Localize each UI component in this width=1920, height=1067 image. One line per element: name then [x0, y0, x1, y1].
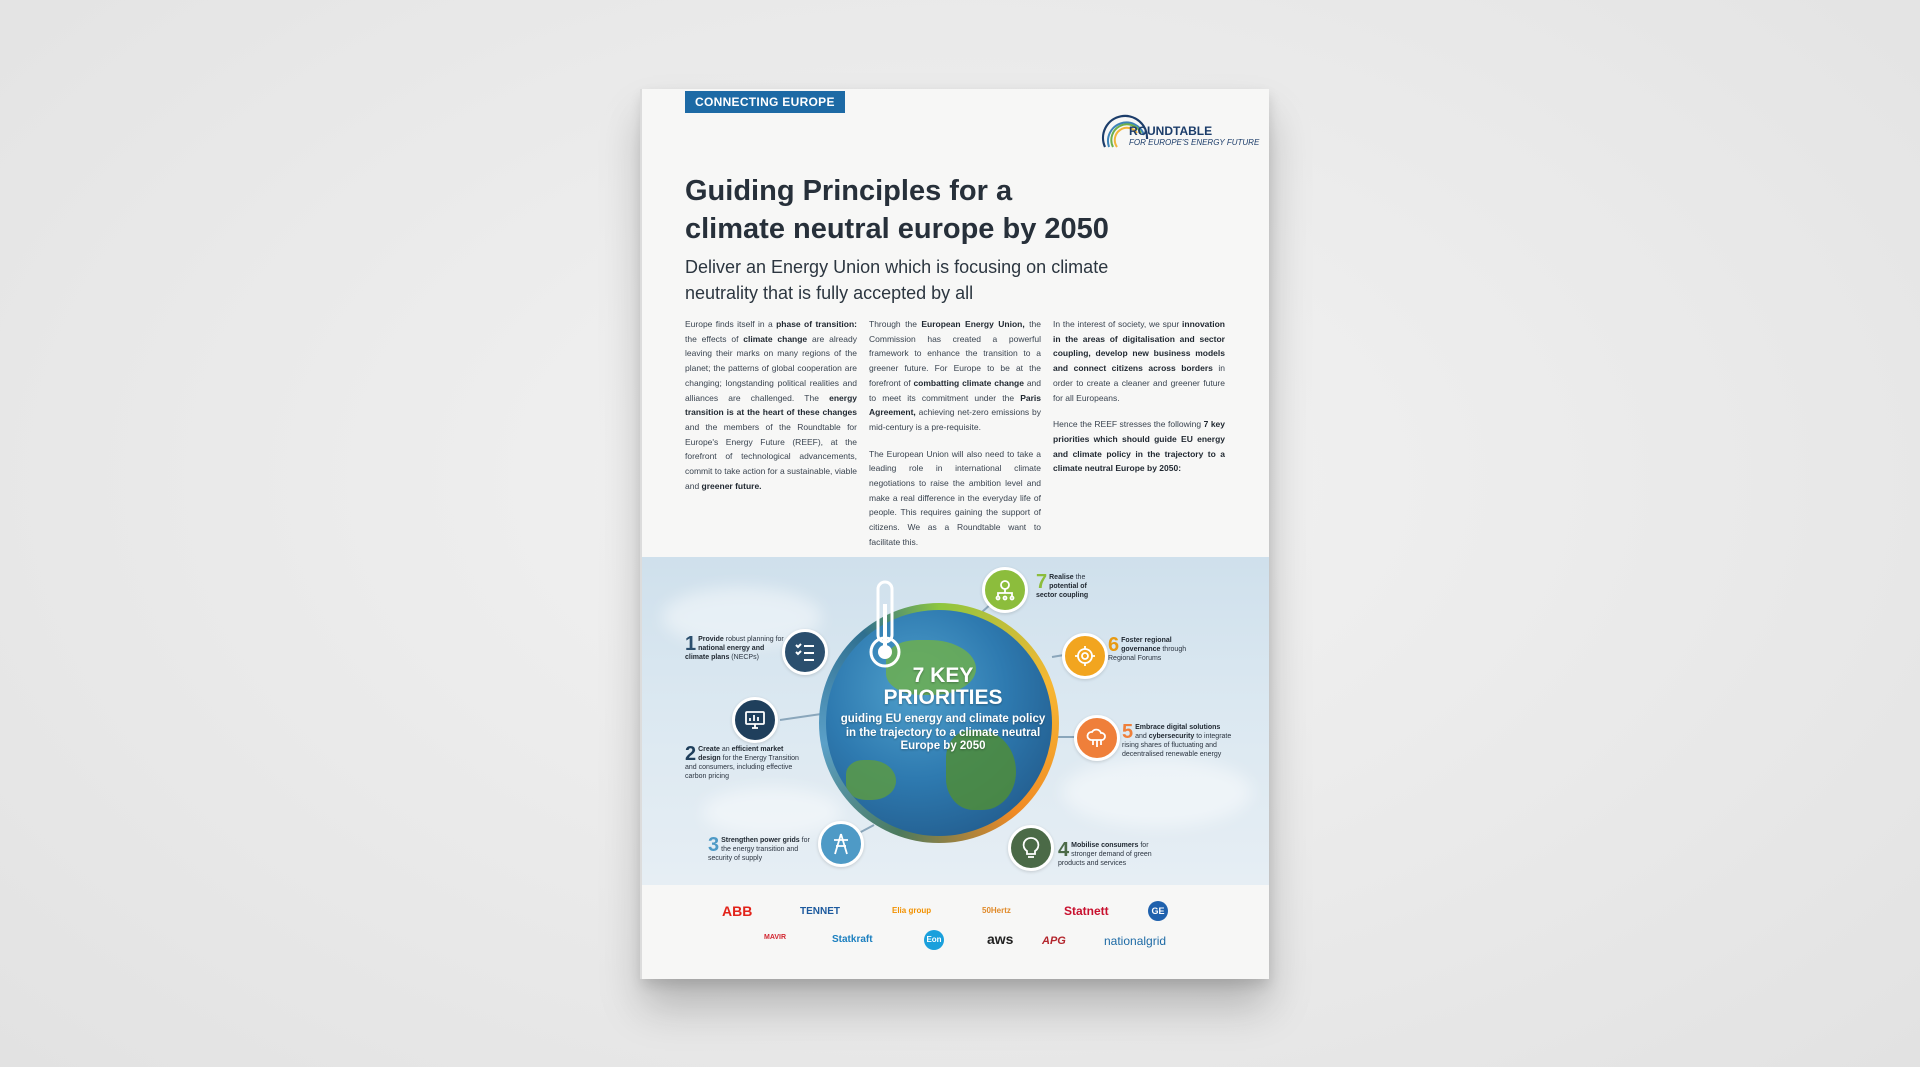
- partner-logos: [642, 885, 1269, 979]
- section-tag: CONNECTING EUROPE: [685, 91, 845, 113]
- partner-logo-eon: Eon: [924, 930, 944, 950]
- checklist-icon: [794, 641, 816, 663]
- partner-logo-aws: aws: [987, 931, 1014, 947]
- thermometer-icon: [860, 579, 910, 671]
- priority-number: 7: [1036, 571, 1048, 593]
- priority-number: 1: [685, 633, 697, 655]
- partner-logo-statkraft: Statkraft: [832, 934, 873, 945]
- column2-paragraph-2: The European Union will also need to take a leading role in international climate negotiations to raise the ambition level and make a real difference in the everyday life of people. This requires gaining the support of citizens. We as a Roundtable want to facilitate this.: [869, 448, 1041, 547]
- market-monitor-icon: [744, 709, 766, 731]
- priority-number: 6: [1108, 634, 1120, 656]
- title-line2: climate neutral europe by 2050: [685, 213, 1109, 245]
- transmission-tower-icon: [830, 832, 852, 856]
- priority-3-node: [818, 821, 864, 867]
- priority-5-node: [1074, 715, 1120, 761]
- priority-text: Provide robust planning for national energy and climate plans (NECPs): [685, 636, 784, 661]
- partner-logo-mavir: MAVIR: [764, 934, 787, 941]
- priority-number: 2: [685, 743, 697, 765]
- priority-5-label: [1122, 723, 1232, 759]
- priority-text: Realise the potential of sector coupling: [1036, 574, 1089, 599]
- priority-number: 5: [1122, 721, 1134, 743]
- text-column-3: [1053, 317, 1225, 488]
- priority-text: Embrace digital solutions and cybersecurity to integrate rising shares of fluctuating and decentralised renewable energy: [1122, 724, 1232, 758]
- cloud-network-icon: [1085, 727, 1109, 749]
- priority-2-label: [685, 745, 805, 781]
- lightbulb-icon: [1020, 836, 1042, 860]
- column1-paragraph: Europe finds itself in a phase of transition: the effects of climate change are already leaving their marks on many regions of the planet; the patterns of global cooperation are changing; longstanding political realities and alliances are challenged. The energy transition is at the heart of these changes and the members of the Roundtable for Europe's Energy Future (REEF), at the forefront of technological advancements, commit to take action for a sustainable, viable and greener future.: [685, 319, 857, 491]
- priority-number: 3: [708, 834, 720, 856]
- globe-land: [846, 760, 896, 800]
- priority-number: 4: [1058, 839, 1070, 861]
- priority-6-label: [1108, 636, 1198, 663]
- title-line1: Guiding Principles for a: [685, 175, 1013, 207]
- subtitle-line1: Deliver an Energy Union which is focusing on climate: [685, 257, 1109, 277]
- globe-caption: [838, 665, 1048, 754]
- text-column-2: [869, 317, 1041, 562]
- priority-2-node: [732, 697, 778, 743]
- governance-gear-icon: [1074, 645, 1096, 667]
- center-title-1: 7 KEY: [912, 664, 974, 687]
- priority-4-node: [1008, 825, 1054, 871]
- column3-paragraph-1: In the interest of society, we spur innovation in the areas of digitalisation and sector coupling, develop new business models and connect citizens across borders in order to create a cleaner and greener future for all Europeans.: [1053, 319, 1225, 403]
- column2-paragraph-1: Through the European Energy Union, the Commission has created a powerful framework to enhance the transition to a greener future. For Europe to be at the forefront of combatting climate change and to meet its commitment under the Paris Agreement, achieving net-zero emissions by mid-century is a pre-requisite.: [869, 319, 1042, 432]
- document-subtitle: [685, 254, 1205, 306]
- document-page: [642, 89, 1269, 979]
- center-subtitle: guiding EU energy and climate policy in the trajectory to a climate neutral Europe by 2050: [840, 713, 1046, 752]
- partner-logo-apg: APG: [1042, 935, 1066, 947]
- logo-line1: ROUNDTABLE: [1129, 124, 1213, 138]
- center-title-2: PRIORITIES: [883, 686, 1003, 709]
- partner-logo-50hertz: 50Hertz: [982, 906, 1011, 915]
- priority-3-label: [708, 836, 820, 863]
- partner-logo-abb: ABB: [722, 903, 753, 919]
- text-column-1: [685, 317, 857, 505]
- sector-coupling-icon: [994, 579, 1016, 601]
- priority-text: Foster regional governance through Regional Forums: [1108, 637, 1187, 662]
- priority-1-label: [685, 635, 790, 662]
- column3-paragraph-2: Hence the REEF stresses the following 7 key priorities which should guide EU energy and climate policy in the trajectory to a climate neutral Europe by 2050:: [1053, 419, 1226, 474]
- priority-text: Strengthen power grids for the energy transition and security of supply: [708, 837, 810, 862]
- key-priorities-infographic: [642, 557, 1269, 885]
- priority-text: Mobilise consumers for stronger demand of green products and services: [1058, 842, 1152, 867]
- partner-logo-nationalgrid: nationalgrid: [1104, 934, 1167, 948]
- partner-logo-elia: Elia group: [892, 906, 932, 915]
- roundtable-logo: [1099, 101, 1260, 156]
- logo-line2: FOR EUROPE'S ENERGY FUTURE: [1129, 138, 1260, 147]
- priority-7-label: [1036, 573, 1106, 600]
- document-title: [685, 172, 1205, 248]
- partner-logo-ge: GE: [1148, 901, 1168, 921]
- subtitle-line2: neutrality that is fully accepted by all: [685, 283, 974, 303]
- priority-4-label: [1058, 841, 1158, 868]
- priority-6-node: [1062, 633, 1108, 679]
- priority-7-node: [982, 567, 1028, 613]
- priority-text: Create an efficient market design for the Energy Transition and consumers, including effective carbon pricing: [685, 746, 799, 780]
- partner-logo-tennet: TENNET: [800, 906, 840, 917]
- partner-logo-statnett: Statnett: [1064, 904, 1109, 918]
